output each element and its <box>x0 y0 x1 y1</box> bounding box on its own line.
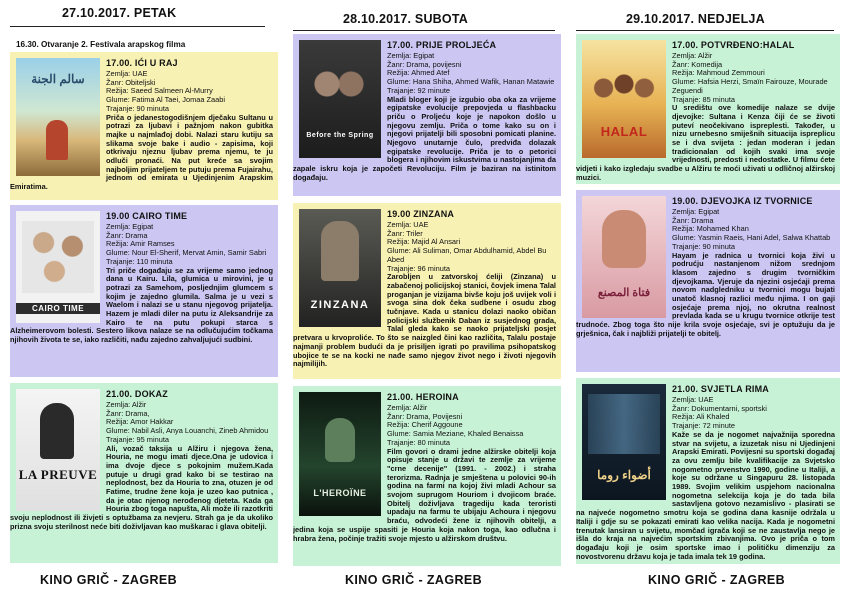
film-title: 19.00. DJEVOJKA IZ TVORNICE <box>672 196 813 206</box>
meta-country: Zemlja: Egipat <box>387 51 435 60</box>
meta-genre: Žanr: Drama <box>106 230 148 240</box>
meta-genre: Žanr: Komedija <box>672 59 723 69</box>
venue-footer: KINO GRIČ - ZAGREB <box>648 573 786 587</box>
meta-genre: Žanr: Dokumentarni, sportski <box>672 403 767 413</box>
meta-country: Zemlja: UAE <box>387 220 429 229</box>
poster-title: LA PREUVE <box>18 467 98 482</box>
film-title: 17.00. POTVRĐENO:HALAL <box>672 40 795 50</box>
film-synopsis: U središtu ove komedije nalaze se dvije djevojke: Sultana i Kenza čiji će se životi puteví neočekivano ispreplesti. Također, u nizu urnebesno smiješnih situacija ispreplicu se i dva svijeta : jedan moderan i jedan tradicionalan od kojih svaki ima svoje vrijednosti, predosti i nedostatke. U filmu ćete vidjeti i kako izgledaju svadbe u Alžiru te moći uživati u odličnoj alžirskoj muzici. <box>576 103 835 182</box>
poster-title: HALAL <box>600 124 648 139</box>
meta-country: Zemlja: Egipat <box>672 207 720 216</box>
film-card <box>576 378 840 564</box>
film-synopsis: Hayam je radnica u tvornici koja živi u podrućju nastanjenom nižom srednjom klasom zajedno s drugim tvorničkim djevojkama. Vjeruje da njezini osjećaji prema novom nadgledniku u tvornici mogu bujati unatoč klasnoj razlici među njima. I on gaji osjećaje prema njoj, no okrutna realnost prevlada kada se u krugu tvornice otkrije test trudnoće. Zbog toga što nije krila svoje osjećaje, svi je optužuju da je grješnica, čak i najbliži prijatelji te obitelj. <box>576 250 835 338</box>
meta-director: Režija: Saeed Salmeen Al-Murry <box>106 86 213 96</box>
day-date: 28.10.2017. SUBOTA <box>343 12 468 26</box>
meta-cast: Glume: Fatima Al Taei, Jomaa Zaabi <box>106 95 225 105</box>
film-poster <box>16 389 100 511</box>
film-synopsis: Kaže se da je nogomet najvažnija sporedna stvar na svijetu, a izuzetak nisu ni Ujedinjeni Arapski Emirati. Povijesni su sportski događaj za ovu zemlju bile kvalifikacije za Svjetsko nogometno prvenstvo 1990, godine u Italiji, a koje su održane u Singapuru 28. listopada 1989. Svojim velikim uspjehom nacionalna nogometna selekcija koja je do tada bila sastavljena gotovo nezamislivo - plasirati se na najveće nogometno smotru koja se godina dana kasnije održala u Italiji i gdje su se pokazati emirati kao velika nacija. Kada je nogometni trenutak lansiran u svijetu, momčad igrača koji se ne zaustavlja nego je išla do kraja na najvećim sportskim zbivanjima. Ovo je priča o tom događaju koji je osim sportske imao i političku dimenziju za novostvorenu državu koja je tada imala tek 19 godina. <box>576 429 835 561</box>
film-poster <box>299 209 381 327</box>
film-poster <box>16 211 100 323</box>
poster-title: فتاة المصنع <box>597 287 651 299</box>
meta-cast: Glume: Hafsia Herzi, Smaïn Fairouze, Mourade Zeguendi <box>672 77 828 95</box>
poster-title: أضواء روما <box>597 468 651 482</box>
meta-duration: Trajanje: 110 minuta <box>106 256 173 266</box>
meta-cast: Glume: Nour El-Sherif, Mervat Amin, Samir Sabri <box>106 248 267 258</box>
poster-stadium <box>588 394 660 454</box>
date-divider <box>576 30 834 31</box>
date-divider <box>10 26 265 27</box>
film-poster <box>582 196 666 318</box>
meta-cast: Glume: Nabil Asli, Anya Louanchi, Zineb Ahmidou <box>106 426 269 436</box>
film-synopsis: Zarobljen u zatvorskoj ćeliji (Zinzana) u zabačenoj policijskoj stanici, čovjek imena Talal proganjan je vizijama bivše koju još uvijek voli i svoga sina dok čeka sudbene i osudu zbog tučnjave. Kada u stanicu dolazi naoko običan policijski službenik Daban iz susjednog grada, Talal gleda kako se naoko prijateljski posjet pretvara u krvoproliće. To što se naizgled čini kao različita, Talalu postaje najmanji problem budući da je prisiljen igrati po pravilima psihopatskog ubojice te se na kocki ne nađe samo njegov život nego i životi njegovih najmilijih. <box>293 272 556 369</box>
day-column-sunday <box>576 0 842 595</box>
meta-director: Režija: Cherif Aggoune <box>387 420 463 430</box>
venue-footer: KINO GRIČ - ZAGREB <box>345 573 483 587</box>
meta-country: Zemlja: Egipat <box>106 222 154 231</box>
meta-director: Režija: Amor Hakkar <box>106 417 174 427</box>
film-poster <box>582 40 666 158</box>
meta-duration: Trajanje: 85 minuta <box>672 94 735 104</box>
film-title: 21.00. HEROINA <box>387 392 459 402</box>
meta-genre: Žanr: Triler <box>387 228 423 238</box>
poster-title: CAIRO TIME <box>16 303 100 314</box>
meta-duration: Trajanje: 90 minuta <box>106 103 169 113</box>
day-column-saturday <box>293 0 563 595</box>
film-poster <box>16 58 100 176</box>
venue-footer: KINO GRIČ - ZAGREB <box>40 573 178 587</box>
meta-director: Režija: Mohamed Khan <box>672 224 749 234</box>
meta-genre: Žanr: Drama <box>672 215 714 225</box>
film-poster <box>299 40 381 158</box>
day-date: 27.10.2017. PETAK <box>62 6 177 20</box>
meta-country: Zemlja: Alžir <box>106 400 147 409</box>
date-divider <box>293 30 555 31</box>
film-card <box>293 34 561 196</box>
poster-title: ZINZANA <box>310 299 370 311</box>
film-card <box>576 190 840 372</box>
meta-country: Zemlja: Alžir <box>387 403 428 412</box>
poster-figure <box>40 403 74 459</box>
meta-duration: Trajanje: 96 minuta <box>387 263 450 273</box>
film-title: 21.00. SVJETLA RIMA <box>672 384 769 394</box>
day-column-friday <box>10 0 280 595</box>
film-title: 19.00 ZINZANA <box>387 209 455 219</box>
meta-genre: Žanr: Obiteljski <box>106 77 156 87</box>
meta-genre: Žanr: Drama, Povijesni <box>387 411 463 421</box>
film-title: 19.00 CAIRO TIME <box>106 211 188 221</box>
meta-country: Zemlja: Alžir <box>672 51 713 60</box>
meta-director: Režija: Mahmoud Zemmouri <box>672 68 765 78</box>
film-card <box>10 205 278 377</box>
meta-cast: Glume: Samia Meziane, Khaled Benaissa <box>387 429 524 439</box>
meta-duration: Trajanje: 90 minuta <box>672 241 735 251</box>
meta-country: Zemlja: UAE <box>672 395 714 404</box>
film-title: 21.00. DOKAZ <box>106 389 168 399</box>
poster-figure <box>321 221 359 281</box>
meta-director: Režija: Majid Al Ansari <box>387 237 461 247</box>
film-card <box>576 34 840 184</box>
film-card <box>293 203 561 379</box>
day-date: 29.10.2017. NEDJELJA <box>626 12 765 26</box>
poster-figure <box>602 210 646 268</box>
film-poster <box>582 384 666 500</box>
film-card <box>10 383 278 563</box>
poster-figure <box>46 120 68 160</box>
poster-faces <box>590 68 658 108</box>
meta-director: Režija: Ali Khaled <box>672 412 730 422</box>
meta-duration: Trajanje: 72 minute <box>672 421 735 431</box>
film-card <box>293 386 561 566</box>
meta-cast: Glume: Ali Suliman, Omar Abdulhamid, Abdel Bu Abed <box>387 246 547 264</box>
poster-title: L'HEROÏNE <box>313 488 367 498</box>
meta-cast: Glume: Hana Shiha, Ahmed Wafik, Hanan Matawie <box>387 77 555 87</box>
meta-country: Zemlja: UAE <box>106 69 148 78</box>
poster-faces <box>309 54 369 114</box>
film-title: 17.00. IĆI U RAJ <box>106 58 178 68</box>
film-synopsis: Film govori o drami jedne alžirske obitelji koja opisuje stanje u državi te zemlje za vrijeme "crne decenije" (1991. - 2002.) i straha terorizma. Radnja je smještena u polovici 90-ih godina na farmi na kojoj živi mladi Achour sa svojom suprugom Houriom i dvojicom braće. Obitelj doživljava tragediju kada teroristi upadaju na farmu te ubijaju Achoura i njegovu braću, odvodeći žene iz njihovih obitelji, a jedina koja se uspije spasiti je Houria koja nakon toga, kao odlučna i hrabra žena, počinje tražiti svoje mjesto u alžirskom društvu. <box>293 446 556 543</box>
poster-title: سالم الجنة <box>31 72 85 86</box>
film-card <box>10 52 278 200</box>
meta-director: Režija: Amir Ramses <box>106 239 175 249</box>
film-poster <box>299 392 381 516</box>
film-synopsis: Ali, vozač taksija u Alžiru i njegova žena, Houria, ne mogu imati djece.Ona je udovica i ima dvoje djece s pokojnim mužem.Kada putuje u drugi grad kako bi se testirao na neplodnost, bez da Houria to zna, otuzen je od Fatime, trudne žene koja je uzeo kao putnica , da je otac njenog nerođenog djeteta. Kada ga Houria zbog toga napušta, Ali može ili razotkriti svoju neplodnost ili živjeti s optužbama za nevjeru. Strah ga je da ukoliko prizna svoju sterilnost neće biti doživljavan kao muškarac i glava obitelji. <box>10 443 273 531</box>
film-synopsis: Tri priče događaju se za vrijeme samo jednog dana u Kairu. Lila, glumica u mirovini, je u potrazi za Samehom, posljednjim glumcem s kojim je zajedno glumila. Salma je u vezi s Waelom i nalazi se u stanu njegovog prijatelja. Hazem je mladi diler na putu iz Aleksandrije za Kairo te na putu pokupi starca s Alzheimerovom bolesti. Sestero likova nalaze se na odlučujućim točkama njihovih života te se, iako različiti, nađu zajedno zahvaljujući sudbini. <box>10 265 273 345</box>
poster-figure <box>325 418 355 462</box>
meta-duration: Trajanje: 92 minute <box>387 85 450 95</box>
festival-opening: 16.30. Otvaranje 2. Festivala arapskog filma <box>16 40 186 49</box>
film-title: 17.00. PRIJE PROLJEĆA <box>387 40 497 50</box>
film-synopsis: Mladi bloger koji je izgubio oba oka za vrijeme egipatske evolucije prepovjeda u flashbacku priču o Proljeću koje je napokon došlo u njegovu zemlju. Priča o tome kako su on i njegovi prijatelji bili sposobni pomicati planine. Njegovo unutarnje čulo, predviđa dolazak egipatske revolucije. Priča je to o petorici blogera i njihovim iskustvima u nastojanjima da zapale iskru koja je započeti Revoluciju. Film je baziran na istinitom događaju. <box>293 94 556 182</box>
meta-director: Režija: Ahmed Atef <box>387 68 450 78</box>
meta-duration: Trajanje: 95 minuta <box>106 434 169 444</box>
meta-duration: Trajanje: 80 minuta <box>387 437 450 447</box>
meta-genre: Žanr: Drama, <box>106 408 150 418</box>
meta-genre: Žanr: Drama, povijesni <box>387 59 462 69</box>
poster-faces <box>22 221 94 293</box>
meta-cast: Glume: Yasmin Raeis, Hani Adel, Salwa Khattab <box>672 233 831 243</box>
poster-title: Before the Spring <box>306 132 374 139</box>
film-synopsis: Priča o jedanestogodišnjem dječaku Sultanu u potrazi za ljubavi i pažnjom nakon gubitka majke u najmlađoj dobi. Nalazi staru kutiju sa slikama svoje bake i audio - zapisima, koji otkrivaju njeznu ljubav prema njemu, te ju odluči pronaći. Na put kreće sa svojim najboljim prijateljem te putuju prema Fujairahu, jednom od emirata u Ujedinjenim Arapskim Emiratima. <box>10 112 273 192</box>
